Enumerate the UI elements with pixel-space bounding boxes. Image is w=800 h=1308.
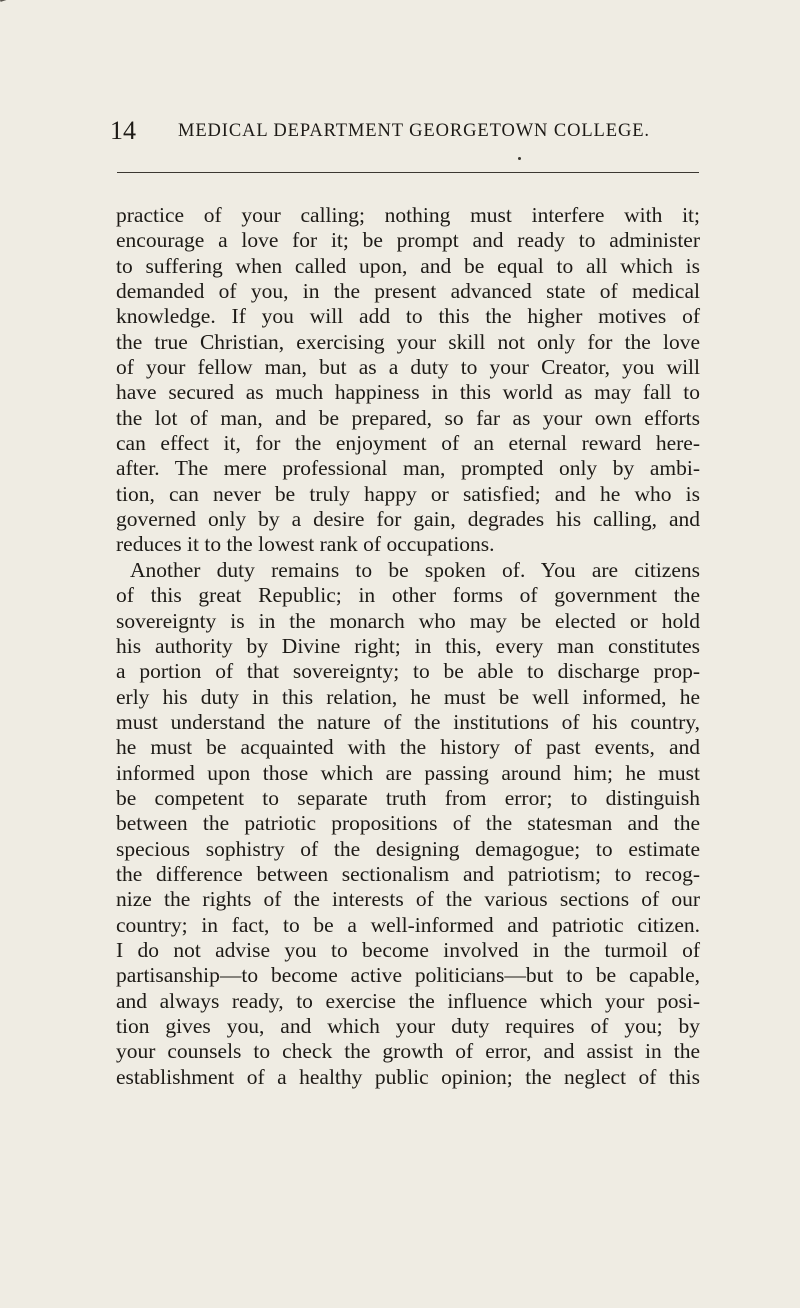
text-line: his authority by Divine right; in this, every man constitutes bbox=[116, 633, 700, 658]
header-rule bbox=[117, 172, 699, 173]
page-header bbox=[110, 114, 710, 148]
text-line: have secured as much happiness in this world as may fall to bbox=[116, 380, 700, 405]
text-line: of this great Republic; in other forms of government the bbox=[116, 583, 700, 608]
text-line: knowledge. If you will add to this the higher motives of bbox=[116, 304, 700, 329]
text-line: informed upon those which are passing around him; he must bbox=[116, 760, 700, 785]
text-line: nize the rights of the interests of the various sections of our bbox=[116, 887, 700, 912]
text-line: between the patriotic propositions of the statesman and the bbox=[116, 811, 700, 836]
text-line: he must be acquainted with the history of past events, and bbox=[116, 735, 700, 760]
text-line: after. The mere professional man, prompted only by ambi- bbox=[116, 456, 700, 481]
text-line: reduces it to the lowest rank of occupations. bbox=[116, 532, 495, 557]
page-number: 14 bbox=[110, 116, 136, 145]
text-line: and always ready, to exercise the influence which your posi- bbox=[116, 988, 700, 1013]
body-text bbox=[116, 203, 700, 1090]
text-line: governed only by a desire for gain, degrades his calling, and bbox=[116, 507, 700, 532]
text-line: I do not advise you to become involved in the turmoil of bbox=[116, 937, 700, 962]
text-line: demanded of you, in the present advanced state of medical bbox=[116, 279, 700, 304]
text-line: practice of your calling; nothing must interfere with it; bbox=[116, 203, 700, 227]
text-line: to suffering when called upon, and be equal to all which is bbox=[116, 253, 700, 278]
text-line: the lot of man, and be prepared, so far as your own efforts bbox=[116, 405, 700, 430]
text-line: erly his duty in this relation, he must be well informed, he bbox=[116, 684, 700, 709]
text-line: can effect it, for the enjoyment of an eternal reward here- bbox=[116, 431, 700, 456]
text-line: be competent to separate truth from error; to distinguish bbox=[116, 785, 700, 810]
page-corner-fold bbox=[0, 0, 64, 21]
text-line: tion, can never be truly happy or satisfied; and he who is bbox=[116, 481, 700, 506]
text-line: a portion of that sovereignty; to be able to discharge prop- bbox=[116, 659, 700, 684]
printer-dot bbox=[518, 157, 521, 160]
text-line: must understand the nature of the institutions of his country, bbox=[116, 709, 700, 734]
text-line: tion gives you, and which your duty requires of you; by bbox=[116, 1014, 700, 1038]
text-line: partisanship—to become active politicians—but to be capable, bbox=[116, 963, 700, 988]
text-line: of your fellow man, but as a duty to your Creator, you will bbox=[116, 355, 700, 380]
text-line: Another duty remains to be spoken of. You are citizens bbox=[130, 557, 700, 582]
text-line: the true Christian, exercising your skill not only for the love bbox=[116, 329, 700, 354]
text-line: specious sophistry of the designing demagogue; to estimate bbox=[116, 836, 700, 861]
text-line: sovereignty is in the monarch who may be elected or hold bbox=[116, 608, 700, 633]
text-line: encourage a love for it; be prompt and ready to administer bbox=[116, 228, 700, 253]
text-line: country; in fact, to be a well-informed and patriotic citizen. bbox=[116, 912, 700, 937]
text-line: your counsels to check the growth of error, and assist in the bbox=[116, 1039, 700, 1064]
text-line: the difference between sectionalism and patriotism; to recog- bbox=[116, 861, 700, 886]
text-line: establishment of a healthy public opinion; the neglect of this bbox=[116, 1064, 700, 1089]
running-head: MEDICAL DEPARTMENT GEORGETOWN COLLEGE. bbox=[178, 121, 650, 141]
